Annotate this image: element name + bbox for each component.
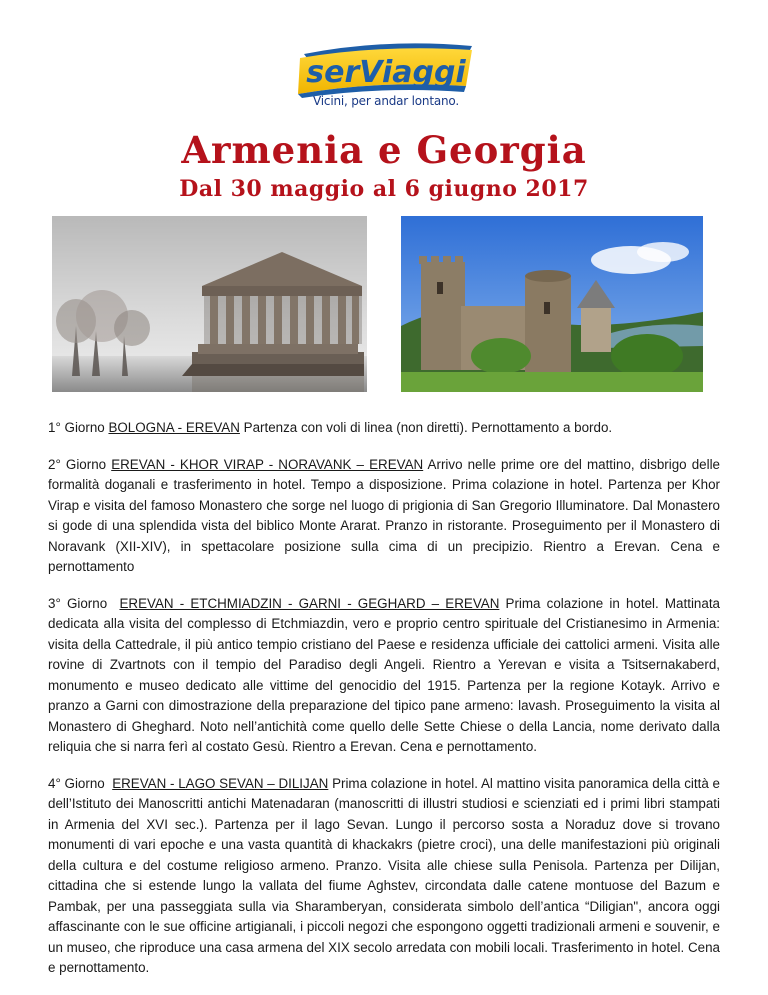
day-3-paragraph xyxy=(48,594,720,758)
itinerary xyxy=(48,418,720,995)
logo-tagline: Vicini, per andar lontano. xyxy=(313,94,459,108)
day-2-text: Arrivo nelle prime ore del mattino, disbrigo delle formalità doganali e trasferimento in hotel. Tempo a disposizione. Prima colazione in hotel. Partenza per Khor Virap e visita del famoso Monastero che sorge nel luogo di prigionia di San Gregorio Illuminatore. Dal Monastero si gode di una splendida vista del biblico Monte Ararat. Pranzo in ristorante. Proseguimento per il Monastero di Noravank (XII-XIV), in spettacolare posizione sulla cima di un precipizio. Rientro a Erevan. Cena e pernottamento xyxy=(48,456,720,574)
logo-wordmark: serViaggi xyxy=(306,55,466,90)
page-title: Armenia e Georgia xyxy=(181,128,587,172)
day-1-route: BOLOGNA - EREVAN xyxy=(108,420,240,435)
day-1-paragraph xyxy=(48,418,720,439)
day-4-route: EREVAN - LAGO SEVAN – DILIJAN xyxy=(112,775,329,791)
day-3-route: EREVAN - ETCHMIADZIN - GARNI - GEGHARD – EREVAN xyxy=(119,595,500,611)
day-4-prefix: 4° Giorno xyxy=(48,775,105,791)
day-2-prefix: 2° Giorno xyxy=(48,456,107,472)
day-3-text: Prima colazione in hotel. Mattinata dedicata alla visita del complesso di Etchmiazdin, vero e proprio centro spirituale del Cristianesimo in Armenia: visita della Cattedrale, il più antico tempio cristiano del Paese e residenza ufficiale dei cattolici armeni. Visita alle rovine di Zvartnots con il tempio del Paradiso degli Angeli. Rientro a Yerevan e visita a Tsitsernakaberd, monumento e museo dedicato alle vittime del genocidio del 1915. Partenza per la regione Kotayk. Arrivo e pranzo a Garni con dimostrazione della preparazione del tipico pane armeno: lavash. Proseguimento la visita al Monastero di Gheghard. Noto nell’antichità come quello delle Sette Chiese o della Lancia, nome derivato dalla reliquia che si narra ferì al costato Gesù. Rientro a Erevan. Cena e pernottamento. xyxy=(48,595,720,754)
day-4-text: Prima colazione in hotel. Al mattino visita panoramica della città e dell’Istituto dei Manoscritti antichi Matenadaran (manoscritti di illustri studiosi e scienziati ed i primi libri stampati in Armenia del XVI sec.). Partenza per il lago Sevan. Lungo il percorso sosta a Noraduz dove si trovano monumenti di vari epoche e una vasta quantità di khackakrs (pietre croci), una delle manifestazioni più originali della cultura e del costume religioso armeno. Pranzo. Visita alle chiese sulla Penisola. Partenza per Dilijan, cittadina che si estende lungo la vallata del fiume Aghstev, circondata dalle catene montuose del Bazum e Pambak, per una passeggiata sulla via Sharamberyan, considerata simbolo dell’antica “Diligian", ancora oggi affascinante con le sue officine artigianali, i piccoli negozi che espongono oggetti tradizionali armeni e souvenir, e un museo, che riproduce una casa armena del XIX secolo arredata con mobili locali. Trasferimento in hotel. Cena e pernottamento. xyxy=(48,775,720,975)
day-1-prefix: 1° Giorno xyxy=(48,420,105,435)
day-1-text: Partenza con voli di linea (non diretti). Pernottamento a bordo. xyxy=(243,420,613,435)
day-3-prefix: 3° Giorno xyxy=(48,595,108,611)
day-4-paragraph xyxy=(48,774,720,979)
garni-temple-photo xyxy=(52,216,367,392)
day-2-paragraph xyxy=(48,455,720,578)
page-subtitle: Dal 30 maggio al 6 giugno 2017 xyxy=(179,176,589,202)
ananuri-fortress-photo xyxy=(401,216,703,392)
day-2-route: EREVAN - KHOR VIRAP - NORAVANK – EREVAN xyxy=(111,456,424,472)
